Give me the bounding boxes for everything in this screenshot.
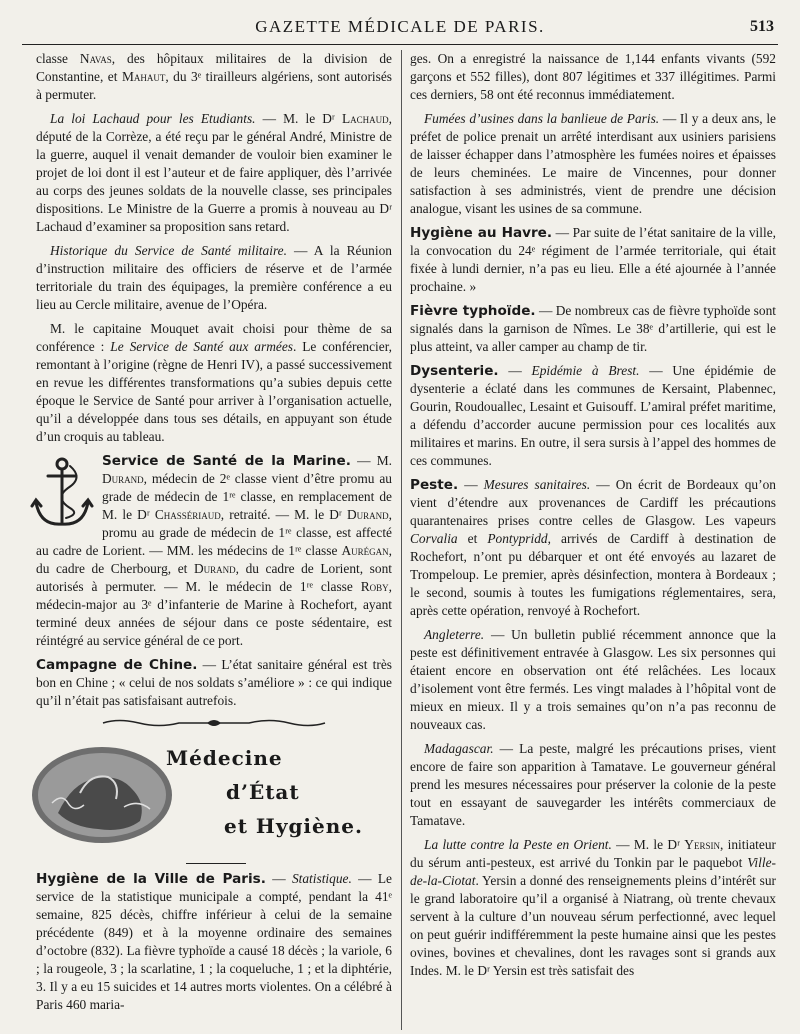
- paragraph-havre: Hygiène au Havre. — Par suite de l’état sanitaire de la ville, la convocation du 24ᵉ régiment de l’armée territoriale, qui était fixée à lundi dernier, n’a pas eu lieu. Elle a été ajournée à l’année prochaine. »: [410, 225, 776, 294]
- paragraph-conference: M. le capitaine Mouquet avait choisi pour thème de sa conférence : Le Service de Santé aux armées. Le conférencier, remontant à l’origine (règne de Henri IV), a passé successivement en revue les différentes transformations qu’a subies depuis cette époque le Service de Santé pour arriver à l’organisation actuelle, qu’il a développée dans tous ses détails, en appuyant son étude d’un croquis au tableau.: [36, 321, 392, 444]
- heading-havre: Hygiène au Havre.: [410, 225, 553, 241]
- paragraph-historique: Historique du Service de Santé militaire. — A la Réunion d’instruction militaire des officiers de réserve et de l’armée territoriale du train des équipages, la première conférence a eu lieu au Cercle militaire, avenue de l’Opéra.: [36, 243, 392, 312]
- paragraph-loi-lachaud: La loi Lachaud pour les Etudiants. — M. le Dʳ Lachaud, député de la Corrèze, a été reçu par le général André, Ministre de la guerre, auquel il venait demander de vouloir bien examiner le projet de loi dont il est l’auteur et de faire appliquer, dès l’arrivée au corps des jeunes soldats de la nouvelle classe, ses principales dispositions. Le Ministre de la Guerre a promis à nouveau au Dʳ Lachaud d’examiner sa proposition sans retard.: [36, 111, 392, 234]
- heading-chine: Campagne de Chine.: [36, 657, 198, 673]
- heading-hygiene-paris: Hygiène de la Ville de Paris.: [36, 871, 266, 887]
- page-header: [22, 14, 778, 45]
- ornament-divider: [36, 716, 392, 735]
- paragraph-naissances: ges. On a enregistré la naissance de 1,144 enfants vivants (592 garçons et 552 filles), dont 807 légitimes et 337 illégitimes. Parmi ces derniers, 58 ont été reconnus immédiatement.: [410, 51, 776, 102]
- heading-typhoide: Fièvre typhoïde.: [410, 303, 536, 319]
- banner-title-line2: d’État: [226, 780, 300, 804]
- left-column: [36, 50, 392, 1020]
- section-banner: [36, 741, 392, 853]
- paragraph-dysenterie: Dysenterie. — Epidémie à Brest. — Une épidémie de dysenterie a éclaté dans les communes de Kersaint, Plabennec, Gourin, Roudouallec, Lesaint et Guisouff. L’amiral préfet maritime, a défendu d’accorder aucune permission pour ces localités aux militaires et marins. En outre, il sera sursis à l’appel des hommes de ces communes.: [410, 363, 776, 468]
- paragraph-madagascar: Madagascar. — La peste, malgré les précautions prises, vient encore de faire son apparition à Tamatave. Le gouverneur général prend les mesures nécessaires pour préserver la colonie de la peste tout en essayant de sauvegarder les intérêts commerciaux de Tamatave.: [410, 741, 776, 828]
- paragraph-chine: Campagne de Chine. — L’état sanitaire général est très bon en Chine ; « celui de nos soldats s’améliore » : ce qui indique qu’il n’était pas satisfaisant autrefois.: [36, 657, 392, 708]
- paragraph-typhoide: Fièvre typhoïde. — De nombreux cas de fièvre typhoïde sont signalés dans la garnison de Nîmes. Le 38ᵉ d’artillerie, qui est le plus atteint, va aller camper au champ de tir.: [410, 303, 776, 354]
- paragraph-angleterre: Angleterre. — Un bulletin publié récemment annonce que la peste est définitivement entravée à Glasgow. Les six personnes qui étaient encore en observation ont été relâchées. Les locaux d’isolement vont être fermés. Les vingt malades à l’hôpital vont de mieux en mieux. Il y a trois semaines qu’on n’a pas reconnu de nouveaux cas.: [410, 627, 776, 732]
- right-column: [410, 50, 776, 986]
- paragraph-peste-orient: La lutte contre la Peste en Orient. — M. le Dʳ Yersin, initiateur du sérum anti-pesteux, est arrivé du Tonkin par le paquebot Ville-de-la-Ciotat. Yersin a donné des renseignements pleins d’intérêt sur le grand laboratoire qu’il a organisé à Niatrang, où trente chevaux servent à la culture d’un nouveau sérum perfectionné, avec lequel on peut guérir indifféremment la peste humaine ainsi que les pestes ovines, bovines et chevalines, dont les ravages sont si grands aux Indes. M. le Dʳ Yersin est très satisfait des: [410, 837, 776, 978]
- paragraph-fumees: Fumées d’usines dans la banlieue de Paris. — Il y a deux ans, le préfet de police prenait un arrêté interdisant aux usiniers parisiens de laisser échapper dans l’atmosphère les fumées noires et épaisses de leurs cheminées. Le maire de Vincennes, pour donner satisfaction à ses administrés, vient de prendre une décision analogue, visant les usines de sa commune.: [410, 111, 776, 216]
- section-marine: [36, 452, 392, 650]
- heading-marine: Service de Santé de la Marine.: [102, 453, 351, 469]
- heading-dysenterie: Dysenterie.: [410, 363, 499, 379]
- banner-title-line1: Médecine: [166, 746, 283, 770]
- medallion-illustration: [28, 743, 176, 847]
- paragraph-hygiene-paris: Hygiène de la Ville de Paris. — Statistique. — Le service de la statistique municipale a compté, pendant la 41ᵉ semaine, 825 décès, chiffre inférieur à celui de la semaine précédente (849) et à la moyenne ordinaire des semaines d’octobre (832). La fièvre typhoïde a causé 18 décès ; la variole, 6 ; la rougeole, 3 ; la scarlatine, 1 ; la coqueluche, 1 ; et la diphtérie, 3. Il y a eu 15 suicides et 14 autres morts violentes. On a célébré à Paris 460 maria-: [36, 871, 392, 1012]
- gazette-title: GAZETTE MÉDICALE DE PARIS.: [255, 17, 545, 36]
- paragraph-peste: Peste. — Mesures sanitaires. — On écrit de Bordeaux qu’on vient d’étendre aux provenances de Cardiff les précautions quarantenaires prises contre celles de Glasgow. Les vapeurs Corvalia et Pontypridd, arrivés de Cardiff à destination de Rochefort, n’ont pu débarquer et ont été envoyés au lazaret de Trompeloup. Le premier, après désinfection, montera à Bordeaux ; le second, soumis à toutes les fumigations réglementaires, sera, après cette opération, renvoyé à Rochefort.: [410, 477, 776, 618]
- short-rule: [186, 863, 246, 864]
- page-number: 513: [750, 18, 774, 35]
- paragraph-marine: Service de Santé de la Marine. — M. Durand, médecin de 2ᵉ classe vient d’être promu au grade de médecin de 1ʳᵉ classe, en remplacement de M. le Dʳ Chassériaud, retraité. — M. le Dʳ Durand, promu au grade de médecin de 1ʳᵉ classe, est affecté au cadre de Lorient. — MM. les médecins de 1ʳᵉ classe Aurégan, du cadre de Cherbourg, et Durand, du cadre de Lorient, sont autorisés à permuter. — M. le médecin de 1ʳᵉ classe Roby, médecin-major au 3ᵉ d’infanterie de Marine à Rochefort, ayant terminé deux années de séjour dans ce poste sédentaire, est réintégré au service général de ce port.: [36, 453, 392, 648]
- column-divider: [401, 50, 402, 1030]
- heading-peste: Peste.: [410, 477, 459, 493]
- banner-title-line3: et Hygiène.: [224, 814, 363, 838]
- paragraph-permutation: classe Navas, des hôpitaux militaires de la division de Constantine, et Mahaut, du 3ᵉ tirailleurs algériens, sont autorisés à permuter.: [36, 51, 392, 102]
- anchor-icon: [30, 456, 94, 532]
